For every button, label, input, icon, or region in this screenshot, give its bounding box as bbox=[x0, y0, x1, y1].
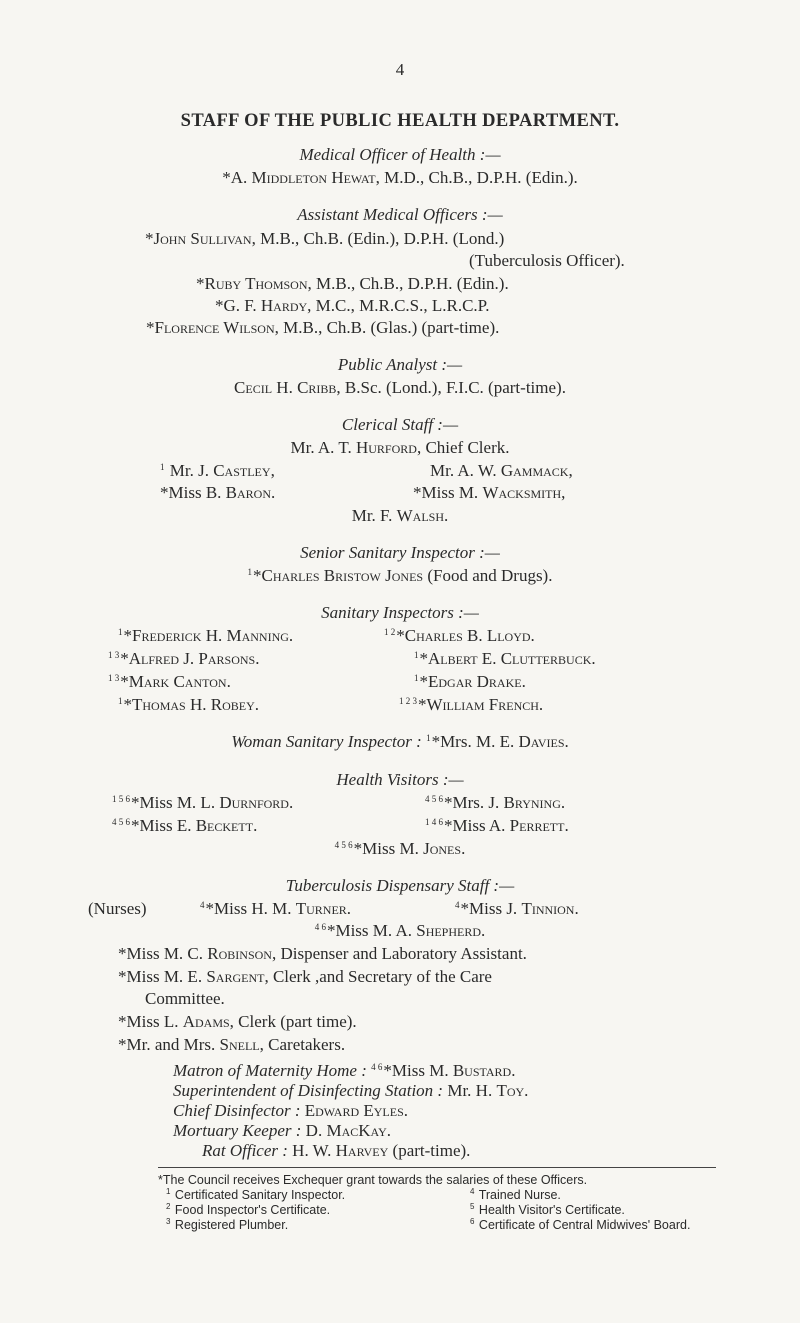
role-label: Chief Disinfector : bbox=[173, 1101, 301, 1120]
staff-detail: , M.D., Ch.B., D.P.H. (Edin.). bbox=[375, 168, 578, 187]
visitor-item bbox=[425, 816, 569, 836]
staff-detail: . bbox=[481, 921, 486, 940]
inspector-item bbox=[414, 649, 596, 669]
footnote-ref: 4 bbox=[200, 900, 205, 910]
inspector-item bbox=[108, 649, 259, 669]
staff-detail: . bbox=[403, 1101, 409, 1120]
staff-prefix: *Miss M. E. bbox=[118, 967, 207, 986]
staff-name: Harvey bbox=[335, 1141, 389, 1160]
staff-prefix: Mr. H. bbox=[447, 1081, 497, 1100]
footnote-text: Food Inspector's Certificate. bbox=[171, 1203, 331, 1217]
footnote-text: Registered Plumber. bbox=[171, 1218, 289, 1232]
staff-prefix: *Mr. and Mrs. bbox=[118, 1035, 220, 1054]
staff-prefix: Mr. A. W. bbox=[430, 461, 501, 480]
disinfector-line bbox=[173, 1101, 408, 1121]
star-mark: * bbox=[146, 318, 155, 337]
staff-name: MacKay bbox=[326, 1121, 387, 1140]
visitors-heading: Health Visitors :— bbox=[336, 770, 464, 789]
page-title: STAFF OF THE PUBLIC HEALTH DEPARTMENT. bbox=[180, 111, 620, 131]
staff-name: *Edgar Drake. bbox=[419, 672, 526, 691]
footnote-ref: 4 5 6 bbox=[425, 794, 443, 804]
staff-name: Davies bbox=[518, 732, 565, 751]
inspector-item bbox=[384, 626, 535, 646]
inspector-item bbox=[118, 695, 259, 715]
rat-officer-line bbox=[202, 1141, 470, 1161]
senior-heading: Senior Sanitary Inspector :— bbox=[300, 543, 500, 562]
moh-line bbox=[0, 168, 800, 188]
staff-prefix: *Miss H. M. bbox=[205, 899, 296, 918]
staff-name: Snell bbox=[219, 1035, 260, 1054]
staff-name: G. F. Hardy bbox=[223, 296, 308, 315]
footnote-5 bbox=[470, 1203, 625, 1218]
staff-prefix: *Miss M. bbox=[383, 1061, 453, 1080]
staff-name: Turner bbox=[295, 899, 347, 918]
footnote-num: 1 bbox=[166, 1187, 171, 1196]
visitor-item bbox=[425, 793, 565, 813]
clerical-item bbox=[0, 506, 800, 526]
star-mark: * bbox=[215, 296, 224, 315]
staff-name: Baron bbox=[225, 483, 272, 502]
mortuary-line bbox=[173, 1121, 391, 1141]
staff-prefix: *Miss J. bbox=[460, 899, 522, 918]
staff-detail: , Clerk ,and Secretary of the Care bbox=[264, 967, 492, 986]
footnote-ref: 1 bbox=[118, 696, 123, 706]
assistant-line bbox=[145, 229, 504, 249]
footnote-ref: 1 3 bbox=[108, 673, 120, 683]
superintendent-line bbox=[173, 1081, 528, 1101]
inspector-item bbox=[118, 626, 293, 646]
footnote-text: Trained Nurse. bbox=[475, 1188, 561, 1202]
footnote-ref: 1 4 6 bbox=[425, 817, 443, 827]
clerical-item bbox=[430, 461, 573, 481]
footnote-ref: 1 bbox=[160, 462, 165, 472]
footnote-num: 2 bbox=[166, 1202, 171, 1211]
dispensary-heading: Tuberculosis Dispensary Staff :— bbox=[285, 876, 515, 895]
clerical-item bbox=[160, 461, 275, 481]
footnote-1 bbox=[166, 1188, 345, 1203]
visitor-item bbox=[112, 816, 257, 836]
staff-name: Toy bbox=[496, 1081, 525, 1100]
dispensary-line bbox=[118, 967, 492, 987]
staff-detail: , M.B., Ch.B. (Edin.), D.P.H. (Lond.) bbox=[251, 229, 505, 248]
footnote-ref: 1 bbox=[247, 567, 252, 577]
star-mark: * bbox=[253, 566, 262, 585]
role-label: Rat Officer : bbox=[202, 1141, 288, 1160]
staff-name: John Sullivan bbox=[153, 229, 252, 248]
dispensary-line bbox=[118, 944, 527, 964]
staff-detail: , Caretakers. bbox=[259, 1035, 346, 1054]
dispensary-line bbox=[118, 1035, 345, 1055]
assistant-line bbox=[215, 296, 490, 316]
staff-prefix: H. W. bbox=[292, 1141, 336, 1160]
staff-name: Tinnion bbox=[521, 899, 575, 918]
footnote-ref: 4 6 bbox=[314, 922, 326, 932]
analyst-heading: Public Analyst :— bbox=[337, 355, 463, 374]
staff-detail: . bbox=[271, 483, 276, 502]
staff-prefix: Mr. A. T. bbox=[290, 438, 356, 457]
staff-prefix: *Miss M. bbox=[353, 839, 424, 858]
staff-name: Gammack bbox=[500, 461, 569, 480]
staff-name: *Alfred J. Parsons. bbox=[120, 649, 260, 668]
staff-name: Walsh bbox=[396, 506, 445, 525]
staff-prefix: Mr. J. bbox=[165, 461, 214, 480]
nurse-item bbox=[455, 899, 579, 919]
staff-detail: . bbox=[253, 816, 258, 835]
staff-prefix: *Miss M. C. bbox=[118, 944, 208, 963]
staff-detail: , M.B., Ch.B., D.P.H. (Edin.). bbox=[307, 274, 509, 293]
staff-detail: . bbox=[564, 816, 569, 835]
role-label: Woman Sanitary Inspector : bbox=[231, 732, 422, 751]
staff-prefix: *Miss B. bbox=[160, 483, 226, 502]
staff-name: *Frederick H. Manning. bbox=[123, 626, 294, 645]
footnote-text: Health Visitor's Certificate. bbox=[475, 1203, 625, 1217]
role-label: Matron of Maternity Home : bbox=[173, 1061, 367, 1080]
staff-detail: . bbox=[524, 1081, 529, 1100]
staff-detail: , Clerk (part time). bbox=[229, 1012, 357, 1031]
footnote-ref: 4 5 6 bbox=[334, 840, 353, 850]
role-label: Mortuary Keeper : bbox=[173, 1121, 302, 1140]
assistants-heading: Assistant Medical Officers :— bbox=[297, 205, 503, 224]
footnote-3 bbox=[166, 1218, 288, 1233]
staff-detail: , bbox=[270, 461, 275, 480]
nurse-item bbox=[200, 899, 351, 919]
analyst-line bbox=[0, 378, 800, 398]
staff-detail: . bbox=[386, 1121, 391, 1140]
footnote-ref: 1 bbox=[118, 627, 123, 637]
staff-name: Robinson bbox=[207, 944, 272, 963]
staff-name: *William French. bbox=[418, 695, 544, 714]
woman-inspector-line bbox=[0, 732, 800, 752]
staff-name: Florence Wilson bbox=[154, 318, 275, 337]
staff-name: Edward Eyles bbox=[304, 1101, 404, 1120]
staff-name: Sargent bbox=[206, 967, 265, 986]
footnote-text: Certificated Sanitary Inspector. bbox=[171, 1188, 346, 1202]
footnote-rule bbox=[158, 1167, 716, 1168]
nurses-label: (Nurses) bbox=[88, 899, 147, 918]
staff-detail: . bbox=[511, 1061, 516, 1080]
staff-prefix: *Miss L. bbox=[118, 1012, 183, 1031]
staff-name: Bustard bbox=[452, 1061, 512, 1080]
senior-line bbox=[0, 566, 800, 586]
staff-detail: , B.Sc. (Lond.), F.I.C. (part-time). bbox=[336, 378, 566, 397]
staff-name: Charles Bristow Jones bbox=[261, 566, 424, 585]
visitor-item bbox=[112, 793, 293, 813]
staff-name: Perrett bbox=[509, 816, 565, 835]
assistant-line-cont: (Tuberculosis Officer). bbox=[469, 251, 625, 270]
staff-name: A. Middleton Hewat bbox=[230, 168, 376, 187]
role-label: Superintendent of Disinfecting Station : bbox=[173, 1081, 444, 1100]
visitor-item bbox=[0, 839, 800, 859]
staff-name: *Charles B. Lloyd. bbox=[396, 626, 535, 645]
staff-name: *Albert E. Clutterbuck. bbox=[419, 649, 596, 668]
staff-name: *Thomas H. Robey. bbox=[123, 695, 260, 714]
staff-detail: , bbox=[561, 483, 566, 502]
footnote-ref: 1 2 bbox=[384, 627, 396, 637]
footnote-4 bbox=[470, 1188, 561, 1203]
dispensary-line bbox=[118, 1012, 357, 1032]
staff-detail: , Dispenser and Laboratory Assistant. bbox=[271, 944, 527, 963]
star-mark: * bbox=[196, 274, 205, 293]
footnote-ref: 4 bbox=[455, 900, 460, 910]
footnote-num: 6 bbox=[470, 1217, 475, 1226]
staff-name: Jones bbox=[423, 839, 462, 858]
staff-prefix: D. bbox=[305, 1121, 327, 1140]
footnote-ref: 4 5 6 bbox=[112, 817, 130, 827]
footnote-ref: 1 bbox=[426, 733, 431, 743]
inspectors-heading: Sanitary Inspectors :— bbox=[321, 603, 479, 622]
inspector-item bbox=[108, 672, 231, 692]
footnote-ref: 1 2 3 bbox=[399, 696, 417, 706]
staff-detail: . bbox=[444, 506, 449, 525]
star-mark: * bbox=[145, 229, 154, 248]
staff-detail: (part-time). bbox=[388, 1141, 471, 1160]
staff-detail: , M.C., M.R.C.S., L.R.C.P. bbox=[307, 296, 490, 315]
staff-detail: . bbox=[564, 732, 569, 751]
staff-detail: (Food and Drugs). bbox=[423, 566, 553, 585]
footnote-2 bbox=[166, 1203, 330, 1218]
footnote-ref: 4 6 bbox=[371, 1062, 383, 1072]
staff-name: Adams bbox=[182, 1012, 230, 1031]
star-mark: * bbox=[222, 168, 231, 187]
staff-prefix: *Miss E. bbox=[131, 816, 196, 835]
footnote-num: 5 bbox=[470, 1202, 475, 1211]
staff-name: Durnford bbox=[219, 793, 289, 812]
staff-detail: . bbox=[560, 793, 566, 812]
footnote-ref: 1 bbox=[414, 650, 419, 660]
staff-detail: , M.B., Ch.B. (Glas.) (part-time). bbox=[274, 318, 500, 337]
footnote-num: 4 bbox=[470, 1187, 475, 1196]
staff-detail: , Chief Clerk. bbox=[416, 438, 510, 457]
staff-detail: , bbox=[568, 461, 573, 480]
inspector-item bbox=[414, 672, 526, 692]
clerical-heading: Clerical Staff :— bbox=[341, 415, 459, 434]
footnote-ref: 1 3 bbox=[108, 650, 120, 660]
staff-name: Wacksmith bbox=[482, 483, 562, 502]
footnote-num: 3 bbox=[166, 1217, 171, 1226]
staff-name: *Mark Canton. bbox=[120, 672, 231, 691]
staff-name: Bryning bbox=[503, 793, 561, 812]
staff-detail: . bbox=[346, 899, 352, 918]
staff-name: Ruby Thomson bbox=[204, 274, 308, 293]
footnote-ref: 1 bbox=[414, 673, 419, 683]
staff-prefix: Mr. F. bbox=[351, 506, 397, 525]
nurse-item bbox=[0, 921, 800, 941]
staff-prefix: *Miss M. A. bbox=[326, 921, 417, 940]
staff-name: Beckett bbox=[195, 816, 254, 835]
assistant-line bbox=[196, 274, 509, 294]
staff-prefix: *Mrs. M. E. bbox=[431, 732, 519, 751]
assistant-line bbox=[146, 318, 499, 338]
clerical-chief bbox=[0, 438, 800, 458]
page-number: 4 bbox=[395, 60, 405, 79]
staff-prefix: *Miss A. bbox=[444, 816, 510, 835]
footnote-text: Certificate of Central Midwives' Board. bbox=[475, 1218, 691, 1232]
staff-name: Cecil H. Cribb bbox=[234, 378, 337, 397]
clerical-item bbox=[413, 483, 565, 503]
dispensary-line-cont: Committee. bbox=[145, 989, 225, 1008]
staff-name: Hurford bbox=[355, 438, 417, 457]
staff-detail: . bbox=[574, 899, 579, 918]
staff-prefix: *Miss M. L. bbox=[131, 793, 220, 812]
moh-heading: Medical Officer of Health :— bbox=[299, 145, 501, 164]
footnote-6 bbox=[470, 1218, 690, 1233]
staff-detail: . bbox=[288, 793, 294, 812]
footnote-star: *The Council receives Exchequer grant towards the salaries of these Officers. bbox=[158, 1173, 588, 1187]
matron-line bbox=[173, 1061, 515, 1081]
staff-detail: . bbox=[461, 839, 466, 858]
footnote-ref: 1 5 6 bbox=[112, 794, 130, 804]
staff-name: Shepherd bbox=[416, 921, 482, 940]
staff-prefix: *Mrs. J. bbox=[444, 793, 504, 812]
staff-prefix: *Miss M. bbox=[413, 483, 483, 502]
clerical-item bbox=[160, 483, 275, 503]
staff-name: Castley bbox=[213, 461, 271, 480]
inspector-item bbox=[399, 695, 543, 715]
